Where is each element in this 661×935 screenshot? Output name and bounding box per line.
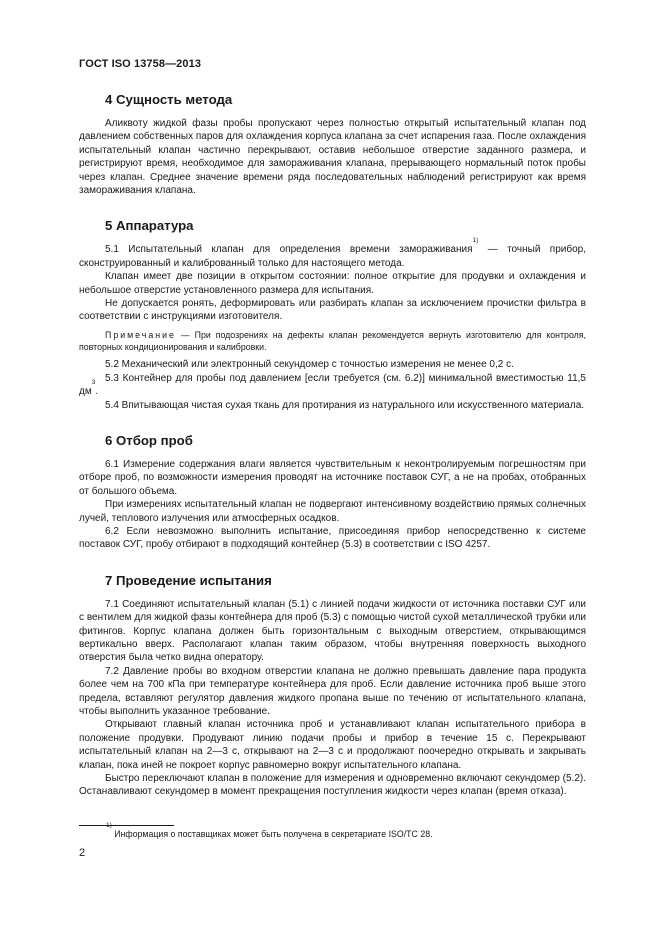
- section-7: [79, 573, 586, 799]
- paragraph: При измерениях испытательный клапан не подвергают интенсивному воздействию прямых солнечных лучей, теплового излучения или атмосферных осадков.: [79, 499, 586, 524]
- section-6: [79, 433, 586, 552]
- footnote-mark: 1): [106, 822, 112, 829]
- paragraph: Быстро переключают клапан в положение для измерения и одновременно включают секундомер (5.2). Останавливают секундомер в момент прекращения поступления жидкости через клапан (время отказа).: [79, 773, 586, 798]
- paragraph: 5.4 Впитывающая чистая сухая ткань для протирания из натурального или искусственного материала.: [105, 399, 585, 411]
- footnote-ref: 1): [472, 237, 479, 245]
- section-title: 7 Проведение испытания: [105, 572, 272, 588]
- standard-header: ГОСТ ISO 13758—2013: [79, 58, 202, 70]
- paragraph: Клапан имеет две позиции в открытом состоянии: полное открытие для продувки и охлаждения и небольшое отверстие установленного размера для испытания.: [79, 271, 586, 296]
- document-body: [79, 92, 586, 799]
- paragraph: 7.2 Давление пробы во входном отверстии клапана не должно превышать давление пара продукта более чем на 700 кПа при температуре контейнера для проб. Если давление источника проб выше этого предела, вставляют регулятор давления жидкого пропана выше по течению от испытательного клапана, чтобы выполнить указанное требование.: [79, 665, 586, 717]
- page-number: 2: [79, 847, 86, 859]
- paragraph: Открывают главный клапан источника проб и устанавливают клапан испытательного прибора в положение продувки. Продувают линию подачи пробы и прибор в течение 15 с. Перекрывают испытательный клапан на 2—3 с, открывают на 2—3 с и продолжают поочередно открывать и закрывать клапан, пока иней не покроет корпус равномерно вокруг испытательного клапана.: [79, 719, 586, 771]
- section-title: 5 Аппаратура: [105, 218, 194, 234]
- paragraph: Аликвоту жидкой фазы пробы пропускают через полностью открытый испытательный клапан под давлением собственных паров для охлаждения корпуса клапана за счет испарения газа. После охлаждения испытательный клапан частично перекрывают, оставив небольшое отверстие заданного размера, и регистрируют время, необходимое для замораживания клапана, прерывающего нормальный поток пробы через клапан. Среднее значение времени ряда последовательных наблюдений регистрируют как время замораживания клапана.: [79, 118, 586, 197]
- footnote-divider: [79, 825, 174, 826]
- paragraph: 5.3 Контейнер для пробы под давлением [если требуется (см. 6.2)] минимальной вместимостью 11,5 $дм^3$.: [79, 372, 586, 398]
- paragraph: 6.1 Измерение содержания влаги является чувствительным к неконтролируемым погрешностям при отборе проб, по возможности измерения проводят на источнике поставок СУГ, а не на пробах, отобранных от большого объема.: [79, 458, 586, 497]
- paragraph: 5.1 Испытательный клапан для определения времени замораживания$^{1)}$ — точный прибор, сконструированный и калиброванный только для настоящего метода.: [79, 237, 586, 269]
- paragraph: 7.1 Соединяют испытательный клапан (5.1) с линией подачи жидкости от источника поставки СУГ или с вентилем для жидкой фазы контейнера для проб (5.3) с помощью чистой сухой металлической трубки или фитингов. Корпус клапана должен быть горизонтальным с выходным отверстием, открывающимся вертикально вверх. Располагают клапан таким образом, чтобы внутренняя поверхность выходного отверстия была четко видна оператору.: [79, 598, 586, 664]
- paragraph: 5.2 Механический или электронный секундомер с точностью измерения не менее 0,2 с.: [105, 359, 514, 371]
- section-title: 6 Отбор проб: [105, 432, 193, 448]
- section-4: [79, 92, 586, 197]
- paragraph: 6.2 Если невозможно выполнить испытание, присоединяя прибор непосредственно к системе поставок СУГ, пробу отбирают в подходящий контейнер (5.3) в соответствии с ISO 4257.: [79, 525, 586, 551]
- footnote: $^{1)}$ Информация о поставщиках может быть получена в секретариате ISO/TC 28.: [106, 822, 433, 839]
- paragraph: Не допускается ронять, деформировать или разбирать клапан за исключением прочистки фильтра в соответствии с инструкциями изготовителя.: [79, 298, 586, 323]
- note-label: Примечание: [105, 329, 176, 340]
- note: Примечание — При подозрениях на дефекты клапан рекомендуется вернуть изготовителю для контроля, повторных кондиционирования и калибровки.: [79, 329, 586, 353]
- section-title: 4 Сущность метода: [105, 92, 233, 107]
- section-5: [79, 218, 586, 411]
